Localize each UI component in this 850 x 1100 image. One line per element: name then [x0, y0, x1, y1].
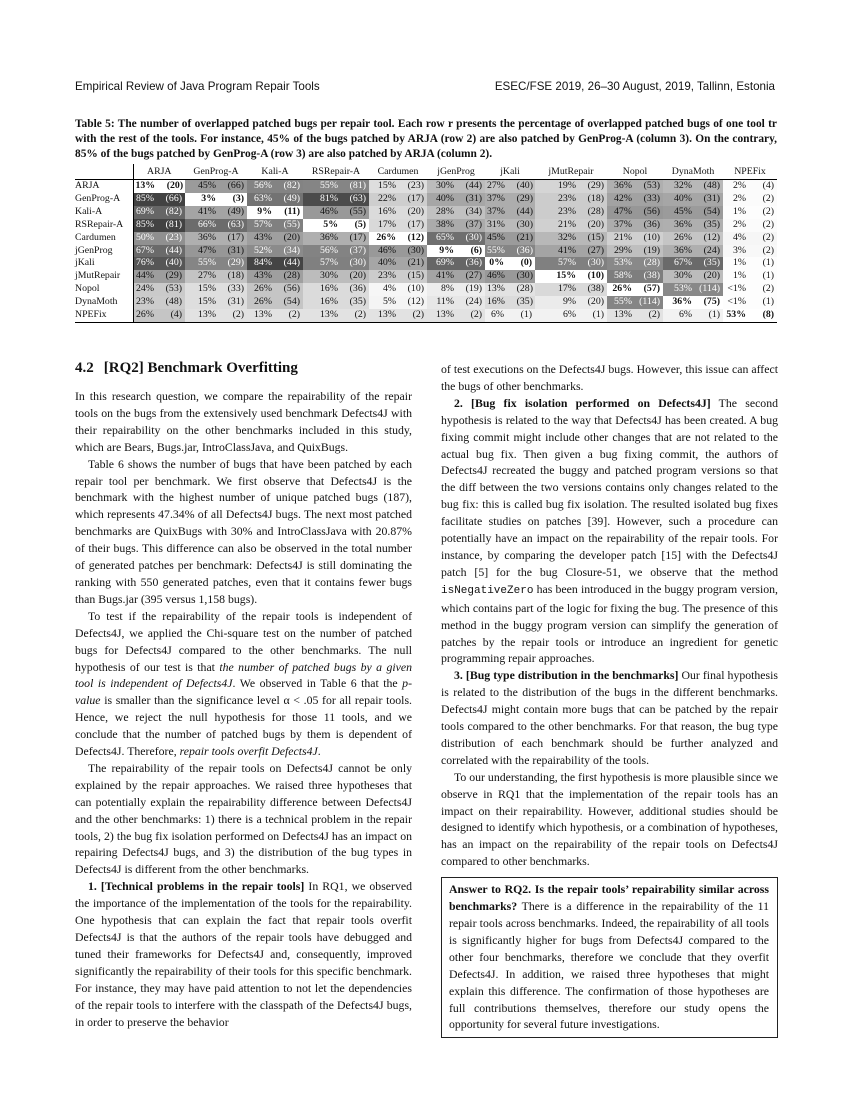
- row-label: jKali: [75, 257, 133, 270]
- table-cell: 22% (17): [369, 193, 427, 206]
- table-cell: 63% (49): [247, 193, 303, 206]
- table-cell: 26% (57): [612, 283, 660, 295]
- table-cell: 2% (2): [723, 193, 777, 206]
- table-cell: 32% (48): [663, 180, 723, 193]
- table-cell: 15% (31): [185, 296, 247, 309]
- table-cell: 41% (49): [185, 206, 247, 219]
- table-row: [75, 180, 777, 193]
- paragraph: 1. [Technical problems in the repair tools] In RQ1, we observed the importance of the implementation of the tools for the repairability. One hypothesis that can explain the fact that repair tools overfit Defects4J is that the authors of the repair tools have debugged and tuned their frameworks for Defects4J and, consequently, improved significantly the repairability of their tools for this specific benchmark. For instance, they may have paid attention to not let the dependencies of the repair tools to interfere with the classpath of the Defects4J bugs, in order to preserve the behavior: [75, 879, 412, 1029]
- table-cell: 17% (17): [369, 219, 427, 232]
- table-cell: 52% (34): [247, 245, 303, 258]
- table-cell: 11% (24): [427, 296, 485, 309]
- section-number: 4.2: [75, 360, 94, 376]
- row-label: jMutRepair: [75, 270, 133, 283]
- header-title: Empirical Review of Java Program Repair Tools: [75, 80, 320, 93]
- table-cell: 45% (66): [185, 180, 247, 193]
- table-cell: 2% (2): [723, 219, 777, 232]
- table-cell: 36% (17): [185, 232, 247, 245]
- column-header: jKali: [500, 166, 520, 177]
- table-cell: 27% (40): [485, 180, 535, 193]
- table-cell: 30% (20): [663, 270, 723, 283]
- table-cell: 15% (10): [556, 270, 604, 282]
- table-cell: 85% (81): [133, 219, 185, 232]
- table-cell: 1% (1): [723, 257, 777, 270]
- table-cell: 37% (29): [485, 193, 535, 206]
- table-cell: 13% (2): [185, 309, 247, 322]
- table-row: [75, 206, 777, 219]
- table-cell: 69% (36): [427, 257, 485, 270]
- table-cell: 13% (2): [369, 309, 427, 322]
- table-cell: 53% (114): [663, 283, 723, 296]
- table-cell: 56% (37): [303, 245, 369, 258]
- table-cell: 3% (3): [201, 192, 244, 204]
- row-label: DynaMoth: [75, 296, 133, 309]
- table-cell: 36% (35): [663, 219, 723, 232]
- table-cell: 57% (55): [247, 219, 303, 232]
- table-row: [75, 232, 777, 245]
- table-cell: 8% (19): [427, 283, 485, 296]
- paragraph: To our understanding, the first hypothesis is more plausible since we observe in RQ1 that the implementation of the repair tools has an impact on their repairability. However, additional studies should be designed to identify which hypothesis, or a combination of hypotheses, has an impact on the repairability of the repair tools on Defects4J compared to other benchmarks.: [441, 769, 778, 869]
- table-cell: 40% (31): [663, 193, 723, 206]
- table-cell: 43% (20): [247, 232, 303, 245]
- table-cell: 21% (20): [535, 219, 607, 232]
- table-cell: 17% (38): [535, 283, 607, 296]
- table-corner-cell: [75, 164, 133, 180]
- table-cell: 36% (24): [663, 245, 723, 258]
- table-cell: 50% (23): [133, 232, 185, 245]
- row-label: jGenProg: [75, 245, 133, 258]
- table-cell: 6% (1): [535, 309, 607, 322]
- table-cell: 19% (29): [535, 180, 607, 193]
- table-cell: 46% (30): [369, 245, 427, 258]
- table-cell: <1% (2): [723, 283, 777, 296]
- table-cell: 5% (5): [323, 218, 366, 230]
- row-label: GenProg-A: [75, 193, 133, 206]
- table-cell: 9% (6): [439, 244, 482, 256]
- column-header: RSRepair-A: [311, 166, 361, 177]
- table-cell: 46% (30): [485, 270, 535, 283]
- column-header: Cardumen: [377, 166, 419, 177]
- table-cell: 69% (82): [133, 206, 185, 219]
- table-cell: 26% (54): [247, 296, 303, 309]
- table-cell: 23% (28): [535, 206, 607, 219]
- table-cell: 44% (29): [133, 270, 185, 283]
- table-cell: 55% (29): [185, 257, 247, 270]
- table-cell: 32% (15): [535, 232, 607, 245]
- table-cell: 66% (63): [185, 219, 247, 232]
- table-cell: 56% (82): [247, 180, 303, 193]
- table-row: [75, 296, 777, 309]
- table-cell: 26% (12): [663, 232, 723, 245]
- table-cell: 55% (114): [607, 296, 663, 309]
- table-cell: 81% (63): [303, 193, 369, 206]
- table-row: [75, 193, 777, 206]
- table-cell: 84% (44): [247, 257, 303, 270]
- table-cell: 38% (37): [427, 219, 485, 232]
- table-cell: 13% (2): [607, 309, 663, 322]
- table-cell: 43% (28): [247, 270, 303, 283]
- table-cell: 76% (40): [133, 257, 185, 270]
- table-cell: 6% (1): [485, 309, 535, 322]
- table-cell: 21% (10): [607, 232, 663, 245]
- table-cell: 37% (36): [607, 219, 663, 232]
- table-cell: 31% (30): [485, 219, 535, 232]
- table-cell: 29% (19): [607, 245, 663, 258]
- table-cell: 53% (8): [723, 309, 777, 322]
- table-cell: 23% (15): [369, 270, 427, 283]
- table-cell: 0% (0): [489, 257, 532, 269]
- table-cell: 47% (31): [185, 245, 247, 258]
- table-cell: 9% (20): [535, 296, 607, 309]
- table-cell: 3% (2): [723, 245, 777, 258]
- section-title: [RQ2] Benchmark Overfitting: [103, 360, 298, 376]
- table-row: [75, 219, 777, 232]
- table-cell: 4% (10): [369, 283, 427, 296]
- table-cell: 16% (35): [303, 296, 369, 309]
- table-cell: 13% (20): [135, 180, 184, 191]
- row-label: Cardumen: [75, 232, 133, 245]
- table-cell: 58% (38): [607, 270, 663, 283]
- table-header-row: [75, 164, 777, 180]
- table-cell: 45% (21): [485, 232, 535, 245]
- table-row: [75, 270, 777, 283]
- paragraph: In this research question, we compare the repairability of the repair tools on the bugs from the extensively used benchmark Defects4J with their repairability on the other benchmarks included in this study, which are Bears, Bugs.jar, IntroClassJava, and QuixBugs.: [75, 389, 412, 454]
- column-header: jGenProg: [437, 166, 475, 177]
- right-column: [441, 361, 778, 1038]
- table-cell: 47% (56): [607, 206, 663, 219]
- table-cell: 23% (18): [535, 193, 607, 206]
- table-cell: 15% (33): [185, 283, 247, 296]
- table-body: [75, 180, 777, 323]
- table-cell: 41% (27): [427, 270, 485, 283]
- table-cell: 1% (1): [723, 270, 777, 283]
- table-cell: 4% (2): [723, 232, 777, 245]
- table-cell: 53% (28): [607, 257, 663, 270]
- column-header: jMutRepair: [548, 166, 594, 177]
- table-cell: 55% (81): [303, 180, 369, 193]
- row-label: Kali-A: [75, 206, 133, 219]
- table-cell: 26% (12): [376, 231, 424, 243]
- table-cell: 15% (23): [369, 180, 427, 193]
- row-label: ARJA: [75, 180, 133, 193]
- table-cell: 45% (54): [663, 206, 723, 219]
- paragraph: To test if the repairability of the repair tools is independent of Defects4J, we applied the Chi-square test on the number of patched bugs for Defects4J compared to the other benchmarks. The null hypothesis of our test is that the number of patched bugs by a given tool is independent of Defects4J. We observed in Table 6 that the p-value is smaller than the significance level α < .05 for all repair tools. Hence, we reject the null hypothesis for those 11 tools, and we conclude that the number of patched bugs by them is dependent of Defects4J. Therefore, repair tools overfit Defects4J.: [75, 608, 412, 759]
- table-cell: 36% (17): [303, 232, 369, 245]
- table-cell: 40% (31): [427, 193, 485, 206]
- table-cell: 1% (2): [723, 206, 777, 219]
- table-cell: 9% (11): [257, 205, 300, 217]
- table-row: [75, 283, 777, 296]
- table-cell: 67% (35): [663, 257, 723, 270]
- table-row: [75, 245, 777, 258]
- table-cell: 57% (30): [535, 257, 607, 270]
- table-cell: 41% (27): [535, 245, 607, 258]
- table-cell: 26% (4): [133, 309, 185, 322]
- table-cell: 24% (53): [133, 283, 185, 296]
- table-row: [75, 309, 777, 322]
- table-caption: Table 5: The number of overlapped patched bugs per repair tool. Each row r presents the percentage of overlapped patched bugs of one tool tr with the rest of the tools. For instance, 45% of the bugs patched by ARJA (row 2) are also patched by GenProg-A (column 3). On the contrary, 85% of the bugs patched by GenProg-A (row 3) are also patched by ARJA (column 2).: [75, 118, 777, 161]
- table-cell: 13% (2): [427, 309, 485, 322]
- table-cell: 23% (48): [133, 296, 185, 309]
- table-cell: 26% (56): [247, 283, 303, 296]
- paragraph: The repairability of the repair tools on Defects4J cannot be only explained by the repair approaches. We raised three hypotheses that can potentially explain the repairability difference between Defects4J and the other benchmarks: 1) there is a technical problem in the repair tools, 2) the bug fix isolation performed on Defects4J has an impact on repairing Defects4J bugs, and 3) the distribution of the bug types in Defects4J is different from the other benchmarks.: [75, 760, 412, 877]
- table-cell: 2% (4): [723, 180, 777, 193]
- table-cell: 46% (55): [303, 206, 369, 219]
- table-cell: 40% (21): [369, 257, 427, 270]
- section-heading: [75, 357, 412, 379]
- table-cell: 37% (44): [485, 206, 535, 219]
- answer-box: [441, 877, 778, 1038]
- table-cell: 6% (1): [663, 309, 723, 322]
- table-cell: 57% (30): [303, 257, 369, 270]
- table-cell: 67% (44): [133, 245, 185, 258]
- table-cell: 16% (35): [485, 296, 535, 309]
- table-cell: 5% (12): [369, 296, 427, 309]
- header-venue: ESEC/FSE 2019, 26–30 August, 2019, Tallinn, Estonia: [494, 80, 775, 93]
- table-cell: 27% (18): [185, 270, 247, 283]
- table-cell: 16% (20): [369, 206, 427, 219]
- table-cell: 36% (75): [672, 296, 720, 308]
- paragraph: 2. [Bug fix isolation performed on Defects4J] The second hypothesis is related to the way that Defects4J has been created. A bug fixing commit might include other changes that are not related to the actual bug fix. Then given a bug fixing commit, the authors of Defects4J recreated the buggy and patched program versions so that the diff between the two versions contains only changes related to the bug fix: this is called bug fix isolation. The resulted isolated bug fixes facilitate studies on patches [39]. However, such a procedure can potentially have an impact on the repairability of the repair tools. For instance, by comparing the developer patch [15] with the Defects4J patch [5] for the bug Closure-51, we observe that the method isNegativeZero has been introduced in the buggy program version, which contains part of the logic for fixing the bug. The presence of this method in the buggy program version can simplify the generation of patches by the repair tools or introduce an ingredient for genetic programming repair approaches.: [441, 395, 778, 666]
- table-cell: 36% (53): [607, 180, 663, 193]
- table-row: [75, 257, 777, 270]
- table-cell: 55% (36): [485, 245, 535, 258]
- running-header: [75, 80, 775, 96]
- table-cell: 65% (30): [427, 232, 485, 245]
- left-column: [75, 360, 412, 1030]
- paragraph: Table 6 shows the number of bugs that have been patched by each repair tool per benchmark. We first observe that Defects4J is the benchmark with the highest number of unique patched bugs (187), which represents 47.34% of all Defects4J bugs. The next most patched benchmarks are QuixBugs with 30% and IntroClassJava with 20.87% of their bugs. This difference can also be observed in the total number of generated patches per benchmark: Defects4J is still dominating the ranking with 550 generated patches, even that it contains fewer bugs than Bugs.jar (395 versus 1,158 bugs).: [75, 456, 412, 606]
- paragraph: of test executions on the Defects4J bugs. However, this issue can affect the bugs of other benchmarks.: [441, 362, 778, 393]
- table-cell: 16% (36): [303, 283, 369, 296]
- answer-text: Answer to RQ2. Is the repair tools’ repairability similar across benchmarks? There is a difference in the repairability of the 11 repair tools across benchmarks. Indeed, the repairability of all tools is significantly higher for bugs from Defects4J compared to the other four benchmarks, therefore we conclude that they overfit Defects4J. In addition, we raised three hypotheses that might explain this difference. The confirmation of those hypotheses are full contributions themselves, therefore our study opens the opportunity for several future investigations.: [449, 882, 769, 1032]
- paragraph: 3. [Bug type distribution in the benchmarks] Our final hypothesis is related to the distribution of the bugs in the different benchmarks. Defects4J might contain more bugs that can be patched by the repair tools compared to the other benchmarks. For that reason, the bug type distribution of each benchmark should be further analyzed and correlated with the repairability of the tools.: [441, 668, 779, 767]
- table-cell: 85% (66): [133, 193, 185, 206]
- column-header: Nopol: [622, 166, 648, 177]
- column-header: GenProg-A: [193, 166, 239, 177]
- row-label: RSRepair-A: [75, 219, 133, 232]
- overlap-table: [75, 164, 777, 323]
- column-header: DynaMoth: [671, 166, 715, 177]
- table-cell: 42% (33): [607, 193, 663, 206]
- row-label: NPEFix: [75, 309, 133, 322]
- table-cell: 13% (28): [485, 283, 535, 296]
- table-cell: 30% (44): [427, 180, 485, 193]
- table-cell: 30% (20): [303, 270, 369, 283]
- column-header: NPEFix: [734, 166, 766, 177]
- table-cell: 13% (2): [303, 309, 369, 322]
- table-cell: 28% (34): [427, 206, 485, 219]
- column-header: ARJA: [147, 166, 172, 177]
- table-cell: <1% (1): [723, 296, 777, 309]
- column-header: Kali-A: [261, 166, 289, 177]
- row-label: Nopol: [75, 283, 133, 296]
- table-cell: 13% (2): [247, 309, 303, 322]
